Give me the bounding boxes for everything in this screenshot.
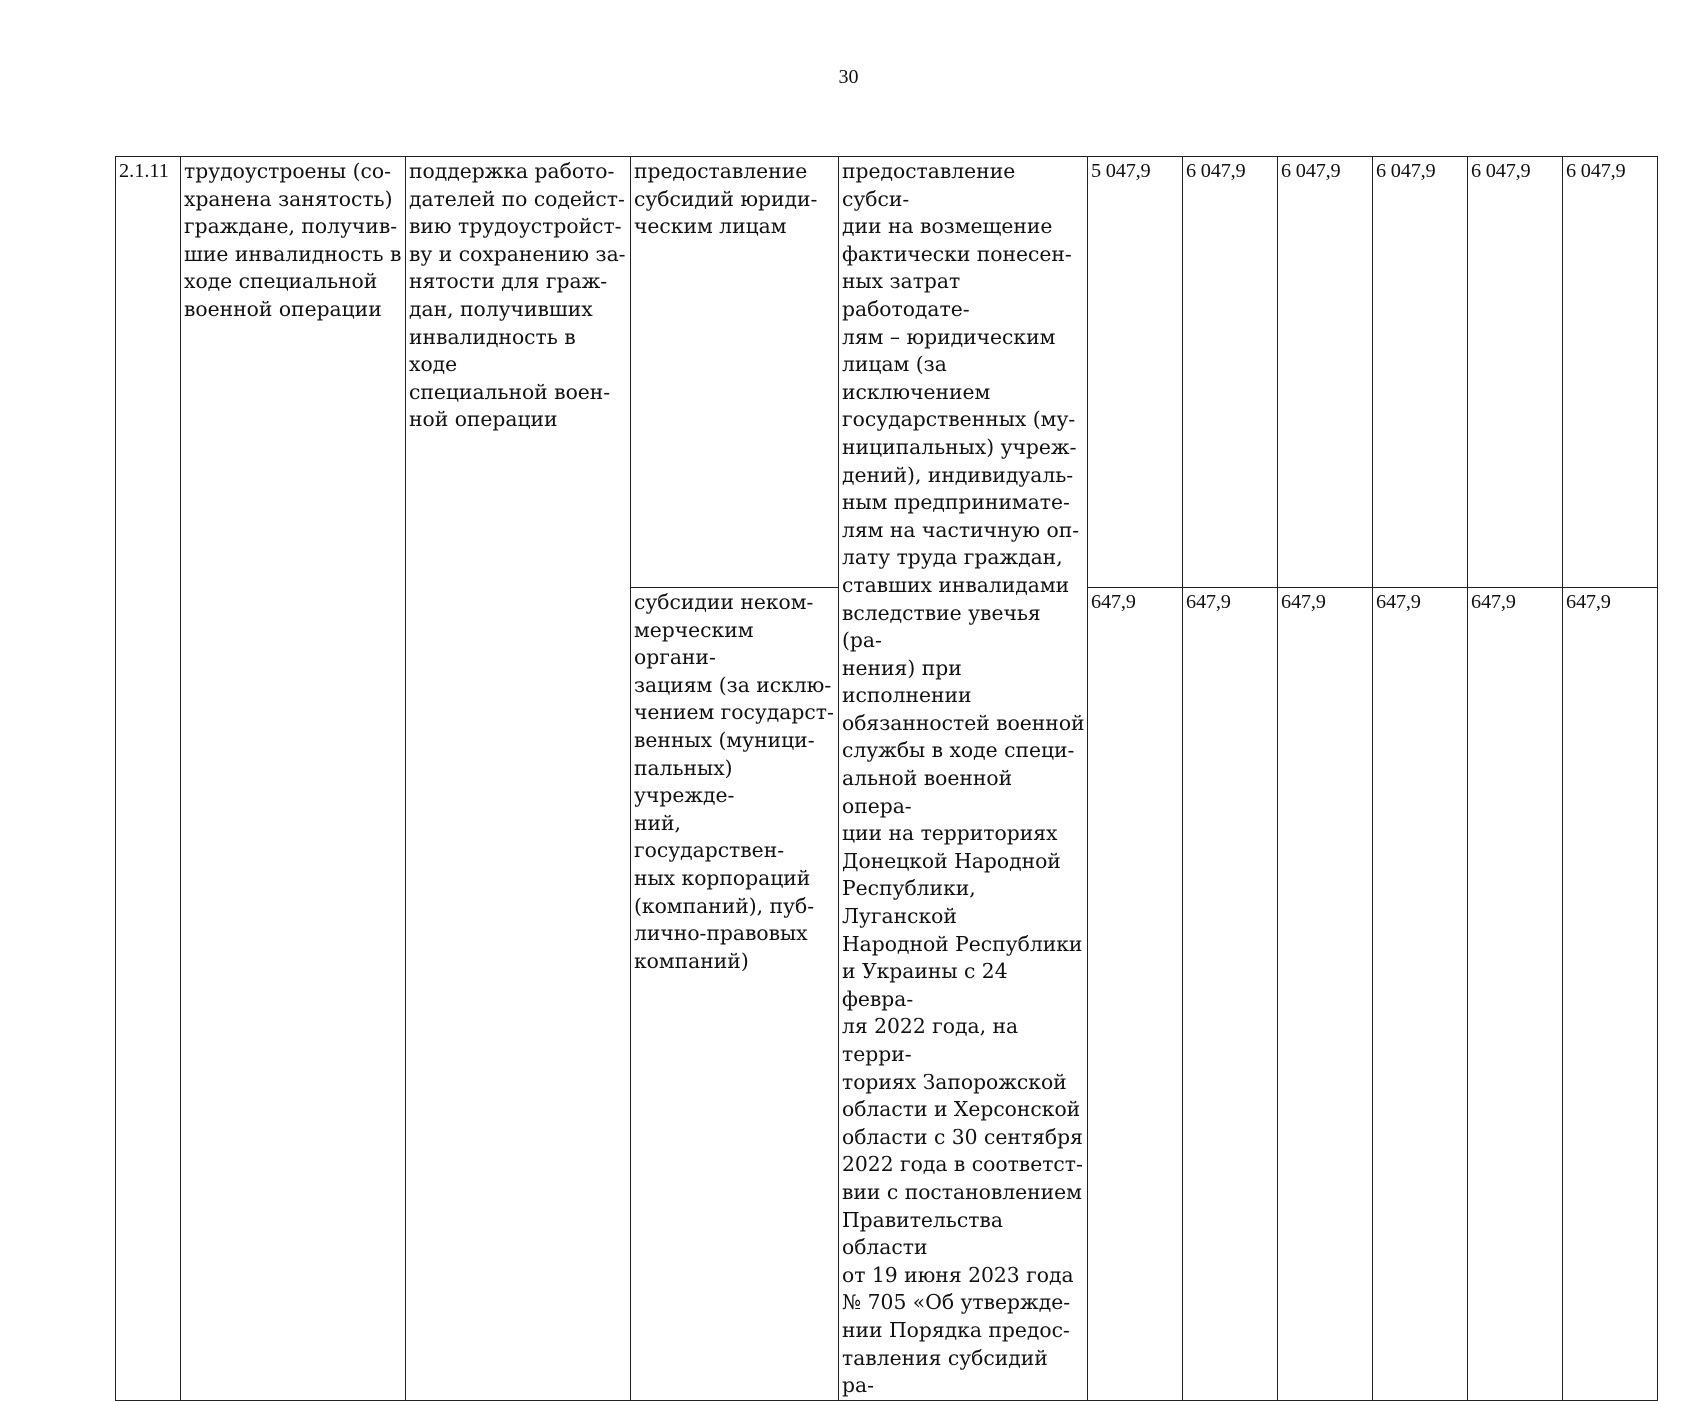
- value-cell: 647,9: [1278, 588, 1373, 1401]
- value-cell: 6 047,9: [1183, 157, 1278, 588]
- program-table: [115, 156, 1658, 1401]
- value-cell: 6 047,9: [1373, 157, 1468, 588]
- value-cell: 647,9: [1468, 588, 1563, 1401]
- value-cell: 647,9: [1563, 588, 1658, 1401]
- value-cell: 647,9: [1088, 588, 1183, 1401]
- value-cell: 647,9: [1183, 588, 1278, 1401]
- mechanism-cell: предоставление субсидий юриди- ческим лицам: [631, 157, 839, 588]
- measure-cell: поддержка работо- дателей по содейст- вию трудоустройст- ву и сохранению за- нятости для граж- дан, получивших инвалидность в ходе специальной воен- ной операции: [406, 157, 631, 1401]
- row-code: 2.1.11: [116, 157, 181, 1401]
- value-cell: 647,9: [1373, 588, 1468, 1401]
- table-row: [116, 157, 1658, 588]
- description-cell: предоставление субси- дии на возмещение фактически понесен- ных затрат работодате- лям – юридическим лицам (за исключением государственных (му- ниципальных) учреж- дений), индивидуаль- ным предпринимате- лям на частичную оп- лату труда граждан, ставших инвалидами вследствие увечья (ра- нения) при исполнении обязанностей военной службы в ходе специ- альной военной опера- ции на территориях Донецкой Народной Республики, Луганской Народной Республики и Украины с 24 февра- ля 2022 года, на терри- ториях Запорожской области и Херсонской области с 30 сентября 2022 года в соответст- вии с постановлением Правительства области от 19 июня 2023 года № 705 «Об утвержде- нии Порядка предос- тавления субсидий ра-: [839, 157, 1088, 1401]
- value-cell: 6 047,9: [1278, 157, 1373, 588]
- page-number: 30: [838, 66, 859, 88]
- value-cell: 6 047,9: [1563, 157, 1658, 588]
- result-cell: трудоустроены (со- хранена занятость) граждане, получив- шие инвалидность в ходе специальной военной операции: [181, 157, 406, 1401]
- value-cell: 5 047,9: [1088, 157, 1183, 588]
- value-cell: 6 047,9: [1468, 157, 1563, 588]
- mechanism-cell: субсидии неком- мерческим органи- зациям (за исклю- чением государст- венных (муници- пальных) учрежде- ний, государствен- ных корпораций (компаний), пуб- лично-правовых компаний): [631, 588, 839, 1401]
